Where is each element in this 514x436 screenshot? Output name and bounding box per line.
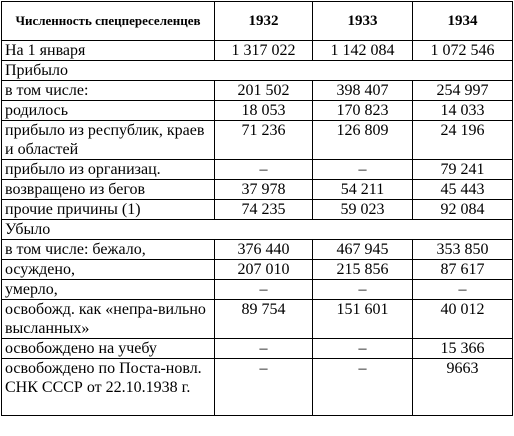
cell-1932: 376 440 [215,240,313,260]
row-label: прибыло из республик, краев и областей [2,121,215,160]
table-row [2,300,513,339]
cell-1933: 467 945 [313,240,413,260]
table-row [2,359,513,416]
cell-1934: – [413,280,513,300]
cell-1933: 126 809 [313,121,413,160]
table-row [2,240,513,260]
table-row [2,41,513,61]
section-label: Прибыло [2,61,513,81]
cell-1932: – [215,339,313,359]
cell-1934: 92 084 [413,200,513,220]
cell-1934: 1 072 546 [413,41,513,61]
cell-1933: – [313,339,413,359]
row-label: умерло, [2,280,215,300]
cell-1932: 37 978 [215,180,313,200]
cell-1932: 89 754 [215,300,313,339]
cell-1933: 59 023 [313,200,413,220]
section-row-arrived [2,61,513,81]
row-label: родилось [2,101,215,121]
cell-1932: 18 053 [215,101,313,121]
row-label: прочие причины (1) [2,200,215,220]
cell-1934: 45 443 [413,180,513,200]
cell-1933: 54 211 [313,180,413,200]
cell-1932: 71 236 [215,121,313,160]
cell-1933: 170 823 [313,101,413,121]
cell-1934: 254 997 [413,81,513,101]
resettlers-table [1,1,513,416]
section-row-departed [2,220,513,240]
cell-1933: 398 407 [313,81,413,101]
cell-1932: 207 010 [215,260,313,280]
cell-1933: 1 142 084 [313,41,413,61]
table-row [2,101,513,121]
row-label: освобожд. как «непра-вильно высланных» [2,300,215,339]
table-row [2,180,513,200]
cell-1934: 14 033 [413,101,513,121]
table-row [2,339,513,359]
cell-1933: – [313,359,413,416]
cell-1933: 215 856 [313,260,413,280]
table-row [2,160,513,180]
row-label: освобождено на учебу [2,339,215,359]
table-row [2,121,513,160]
cell-1934: 40 012 [413,300,513,339]
row-label: возвращено из бегов [2,180,215,200]
table-row [2,280,513,300]
cell-1933: – [313,160,413,180]
header-year-1934: 1934 [413,2,513,41]
row-label: прибыло из организац. [2,160,215,180]
row-label: осуждено, [2,260,215,280]
header-population: Численность спецпереселенцев [2,2,215,41]
cell-1934: 15 366 [413,339,513,359]
cell-1933: – [313,280,413,300]
cell-1933: 151 601 [313,300,413,339]
row-label: в том числе: [2,81,215,101]
header-year-1932: 1932 [215,2,313,41]
cell-1934: 87 617 [413,260,513,280]
cell-1932: 1 317 022 [215,41,313,61]
cell-1934: 9663 [413,359,513,416]
table-row [2,81,513,101]
cell-1932: 74 235 [215,200,313,220]
cell-1932: – [215,359,313,416]
cell-1934: 79 241 [413,160,513,180]
cell-1932: 201 502 [215,81,313,101]
cell-1934: 353 850 [413,240,513,260]
cell-1932: – [215,280,313,300]
row-label: в том числе: бежало, [2,240,215,260]
cell-1932: – [215,160,313,180]
cell-1934: 24 196 [413,121,513,160]
row-label: На 1 января [2,41,215,61]
row-label: освобождено по Поста-новл. СНК СССР от 22.10.1938 г. [2,359,215,416]
section-label: Убыло [2,220,513,240]
header-year-1933: 1933 [313,2,413,41]
table-row [2,200,513,220]
table-row [2,260,513,280]
